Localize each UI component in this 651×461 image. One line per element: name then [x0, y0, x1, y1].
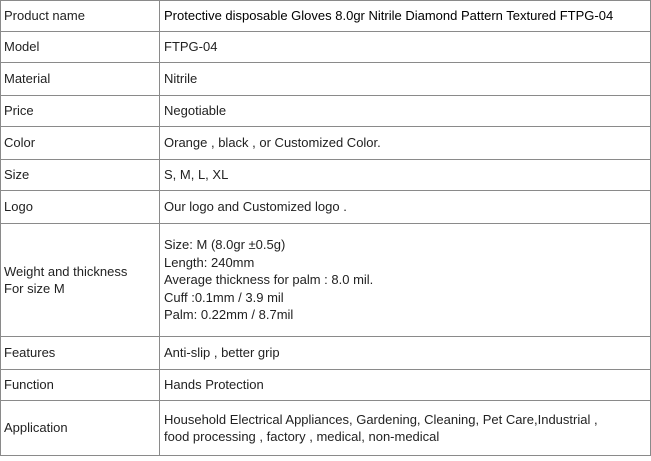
- spec-row-material: [1, 63, 651, 96]
- spec-value-price: Negotiable: [160, 96, 651, 127]
- spec-value-line: Cuff :0.1mm / 3.9 mil: [164, 289, 284, 305]
- spec-value-application: [160, 401, 651, 456]
- spec-value-line: food processing , factory , medical, non-medical: [164, 429, 440, 444]
- spec-value-line: Size: M (8.0gr ±0.5g): [164, 237, 286, 253]
- spec-row-application: [1, 401, 651, 456]
- spec-label-weight-thickness: [1, 224, 160, 337]
- spec-value-function: Hands Protection: [160, 370, 651, 401]
- spec-label: Material: [1, 63, 160, 96]
- spec-row-price: [1, 96, 651, 127]
- spec-value-line: Length: 240mm: [164, 254, 255, 270]
- spec-row-product-name: [1, 1, 651, 32]
- spec-label-line: Weight and thickness: [4, 263, 128, 279]
- spec-value-size: S, M, L, XL: [160, 160, 651, 191]
- spec-value-material: Nitrile: [160, 63, 651, 96]
- spec-row-model: [1, 32, 651, 63]
- spec-row-weight-thickness: [1, 224, 651, 337]
- spec-value-line: Household Electrical Appliances, Gardening, Cleaning, Pet Care,Industrial ,: [164, 411, 598, 427]
- spec-value-model: FTPG-04: [160, 32, 651, 63]
- spec-value-color: Orange , black , or Customized Color.: [160, 127, 651, 160]
- spec-row-logo: [1, 191, 651, 224]
- spec-label: Price: [1, 96, 160, 127]
- spec-label: Function: [1, 370, 160, 401]
- spec-value-features: Anti-slip , better grip: [160, 337, 651, 370]
- spec-value-line: Palm: 0.22mm / 8.7mil: [164, 307, 294, 323]
- spec-row-features: [1, 337, 651, 370]
- spec-value-line: Average thickness for palm : 8.0 mil.: [164, 272, 374, 288]
- spec-value-weight-thickness: [160, 224, 651, 337]
- spec-row-size: [1, 160, 651, 191]
- spec-label: Product name: [1, 1, 160, 32]
- spec-label: Logo: [1, 191, 160, 224]
- spec-label: Color: [1, 127, 160, 160]
- spec-value-logo: Our logo and Customized logo .: [160, 191, 651, 224]
- spec-row-color: [1, 127, 651, 160]
- spec-label: Application: [1, 401, 160, 456]
- spec-value-product-name: Protective disposable Gloves 8.0gr Nitrile Diamond Pattern Textured FTPG-04: [160, 1, 651, 32]
- spec-label-line: For size M: [4, 281, 65, 296]
- spec-label: Size: [1, 160, 160, 191]
- spec-row-function: [1, 370, 651, 401]
- spec-label: Features: [1, 337, 160, 370]
- spec-label: Model: [1, 32, 160, 63]
